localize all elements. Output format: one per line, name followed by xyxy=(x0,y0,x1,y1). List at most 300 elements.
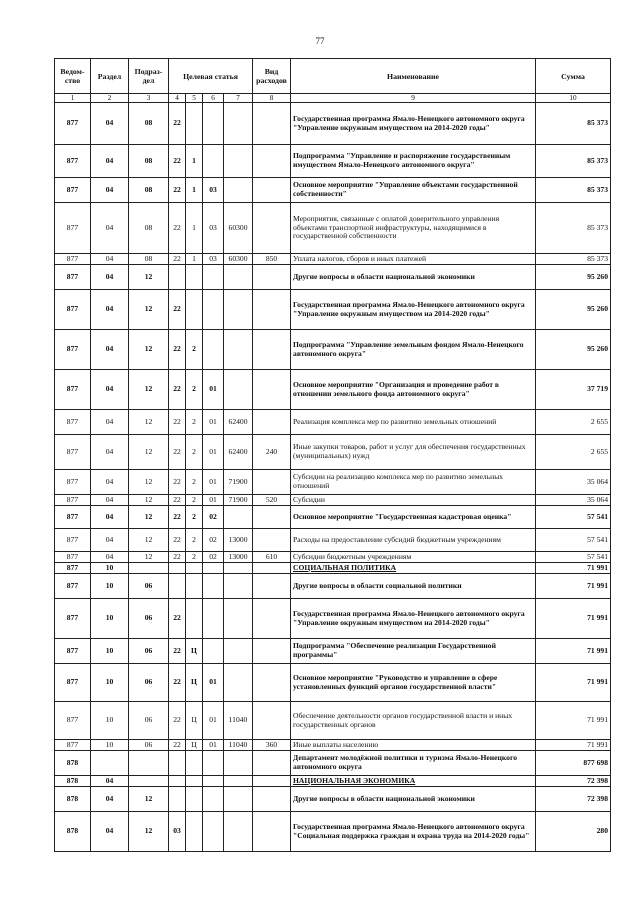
budget-table xyxy=(54,58,611,852)
cell-event xyxy=(203,751,224,776)
cell-summa: 95 260 xyxy=(536,330,611,370)
cell-naimenovanie: Основное мероприятие "Управление объектами государственной собственности" xyxy=(291,178,536,203)
cell-program: 22 xyxy=(169,470,186,495)
cell-podrazdel: 08 xyxy=(129,254,169,265)
cell-subprogram: 2 xyxy=(186,435,203,470)
cell-razdel: 04 xyxy=(91,787,129,812)
cell-razdel: 10 xyxy=(91,664,129,702)
cell-subprogram xyxy=(186,751,203,776)
cell-vid-rashodov xyxy=(253,470,291,495)
cell-vid-rashodov xyxy=(253,574,291,599)
cell-event: 03 xyxy=(203,178,224,203)
cell-vid-rashodov: 240 xyxy=(253,435,291,470)
cell-summa: 85 373 xyxy=(536,103,611,145)
column-number: 8 xyxy=(253,94,291,103)
cell-vid-rashodov xyxy=(253,370,291,410)
table-row xyxy=(55,178,611,203)
cell-event: 01 xyxy=(203,470,224,495)
table-row xyxy=(55,495,611,506)
cell-summa: 71 991 xyxy=(536,574,611,599)
cell-direction xyxy=(224,787,253,812)
cell-naimenovanie: Субсидии xyxy=(291,495,536,506)
cell-direction: 62400 xyxy=(224,410,253,435)
cell-event xyxy=(203,145,224,178)
cell-razdel: 04 xyxy=(91,529,129,552)
cell-naimenovanie: Государственная программа Ямало-Ненецкого автономного округа "Социальная поддержка граждан и охрана труда на 2014-2020 годы" xyxy=(291,812,536,852)
cell-vedomstvo: 877 xyxy=(55,599,91,639)
cell-podrazdel: 12 xyxy=(129,410,169,435)
cell-direction xyxy=(224,776,253,787)
cell-vedomstvo: 877 xyxy=(55,702,91,740)
cell-naimenovanie: Субсидии бюджетным учреждениям xyxy=(291,552,536,563)
cell-vedomstvo: 877 xyxy=(55,290,91,330)
table-row xyxy=(55,435,611,470)
cell-naimenovanie: Уплата налогов, сборов и иных платежей xyxy=(291,254,536,265)
cell-vedomstvo: 877 xyxy=(55,470,91,495)
cell-razdel: 10 xyxy=(91,563,129,574)
cell-subprogram xyxy=(186,787,203,812)
cell-subprogram xyxy=(186,812,203,852)
cell-podrazdel: 06 xyxy=(129,574,169,599)
cell-summa: 95 260 xyxy=(536,290,611,330)
cell-direction: 62400 xyxy=(224,435,253,470)
cell-razdel: 10 xyxy=(91,639,129,664)
cell-podrazdel: 08 xyxy=(129,203,169,254)
cell-direction xyxy=(224,563,253,574)
cell-summa: 71 991 xyxy=(536,563,611,574)
cell-vid-rashodov xyxy=(253,664,291,702)
cell-razdel: 04 xyxy=(91,470,129,495)
cell-event xyxy=(203,639,224,664)
cell-subprogram: 1 xyxy=(186,145,203,178)
cell-naimenovanie: Обеспечение деятельности органов государственной власти и иных государственных органов xyxy=(291,702,536,740)
cell-program: 22 xyxy=(169,495,186,506)
cell-program xyxy=(169,751,186,776)
cell-direction: 11040 xyxy=(224,702,253,740)
cell-naimenovanie: Иные закупки товаров, работ и услуг для обеспечения государственных (муниципальных) нужд xyxy=(291,435,536,470)
table-row xyxy=(55,552,611,563)
cell-podrazdel xyxy=(129,563,169,574)
table-row xyxy=(55,776,611,787)
header-naimenovanie: Наименование xyxy=(291,59,536,94)
page-number: 77 xyxy=(315,36,325,46)
cell-summa: 57 541 xyxy=(536,506,611,529)
cell-event: 02 xyxy=(203,552,224,563)
cell-razdel: 10 xyxy=(91,574,129,599)
cell-vedomstvo: 877 xyxy=(55,103,91,145)
cell-event xyxy=(203,290,224,330)
cell-vid-rashodov xyxy=(253,103,291,145)
cell-podrazdel: 12 xyxy=(129,370,169,410)
cell-razdel: 04 xyxy=(91,145,129,178)
cell-summa: 85 373 xyxy=(536,145,611,178)
cell-subprogram: 1 xyxy=(186,178,203,203)
cell-direction xyxy=(224,145,253,178)
cell-event: 01 xyxy=(203,410,224,435)
cell-vid-rashodov xyxy=(253,290,291,330)
cell-podrazdel: 12 xyxy=(129,812,169,852)
cell-subprogram: 2 xyxy=(186,330,203,370)
cell-summa: 71 991 xyxy=(536,740,611,751)
cell-summa: 71 991 xyxy=(536,664,611,702)
table-body xyxy=(55,103,611,852)
table-row xyxy=(55,103,611,145)
column-number: 10 xyxy=(536,94,611,103)
cell-naimenovanie: Департамент молодёжной политики и туризма Ямало-Ненецкого автономного округа xyxy=(291,751,536,776)
table-row xyxy=(55,254,611,265)
cell-naimenovanie: Субсидии на реализацию комплекса мер по развитию земельных отношений xyxy=(291,470,536,495)
cell-summa: 2 655 xyxy=(536,435,611,470)
cell-podrazdel: 06 xyxy=(129,664,169,702)
cell-podrazdel xyxy=(129,776,169,787)
table-row xyxy=(55,574,611,599)
cell-summa: 57 541 xyxy=(536,529,611,552)
cell-razdel: 04 xyxy=(91,506,129,529)
cell-event xyxy=(203,574,224,599)
cell-razdel: 04 xyxy=(91,178,129,203)
cell-program xyxy=(169,776,186,787)
cell-podrazdel: 08 xyxy=(129,145,169,178)
cell-subprogram: 2 xyxy=(186,495,203,506)
cell-program: 22 xyxy=(169,103,186,145)
cell-razdel: 04 xyxy=(91,370,129,410)
cell-vedomstvo: 877 xyxy=(55,370,91,410)
cell-podrazdel: 06 xyxy=(129,702,169,740)
cell-program xyxy=(169,563,186,574)
cell-subprogram: 2 xyxy=(186,410,203,435)
cell-program: 22 xyxy=(169,552,186,563)
cell-direction xyxy=(224,664,253,702)
cell-podrazdel: 12 xyxy=(129,529,169,552)
cell-podrazdel: 12 xyxy=(129,290,169,330)
table-row xyxy=(55,330,611,370)
cell-naimenovanie: НАЦИОНАЛЬНАЯ ЭКОНОМИКА xyxy=(291,776,536,787)
cell-razdel xyxy=(91,751,129,776)
cell-subprogram xyxy=(186,574,203,599)
cell-direction: 11040 xyxy=(224,740,253,751)
cell-razdel: 10 xyxy=(91,599,129,639)
cell-event: 01 xyxy=(203,664,224,702)
table-row xyxy=(55,290,611,330)
cell-program: 22 xyxy=(169,145,186,178)
cell-subprogram xyxy=(186,599,203,639)
cell-subprogram xyxy=(186,265,203,290)
cell-vid-rashodov xyxy=(253,776,291,787)
cell-direction xyxy=(224,330,253,370)
cell-naimenovanie: Государственная программа Ямало-Ненецкого автономного округа "Управление окружным имуществом на 2014-2020 годы" xyxy=(291,599,536,639)
cell-summa: 72 398 xyxy=(536,787,611,812)
cell-vid-rashodov: 360 xyxy=(253,740,291,751)
cell-vid-rashodov xyxy=(253,812,291,852)
cell-podrazdel: 12 xyxy=(129,552,169,563)
cell-vedomstvo: 877 xyxy=(55,330,91,370)
cell-direction xyxy=(224,506,253,529)
cell-event: 02 xyxy=(203,506,224,529)
cell-subprogram xyxy=(186,563,203,574)
table-row xyxy=(55,639,611,664)
cell-vid-rashodov xyxy=(253,599,291,639)
cell-program: 22 xyxy=(169,599,186,639)
cell-razdel: 04 xyxy=(91,290,129,330)
cell-subprogram: 2 xyxy=(186,506,203,529)
cell-summa: 85 373 xyxy=(536,203,611,254)
cell-event: 02 xyxy=(203,529,224,552)
cell-razdel: 10 xyxy=(91,740,129,751)
cell-podrazdel: 12 xyxy=(129,495,169,506)
cell-event xyxy=(203,599,224,639)
header-vedomstvo: Ведом- ство xyxy=(55,59,91,94)
cell-vedomstvo: 877 xyxy=(55,529,91,552)
cell-program: 22 xyxy=(169,740,186,751)
column-number: 7 xyxy=(224,94,253,103)
cell-event: 01 xyxy=(203,435,224,470)
cell-subprogram: 1 xyxy=(186,203,203,254)
cell-direction: 13000 xyxy=(224,529,253,552)
table-row xyxy=(55,599,611,639)
cell-podrazdel: 06 xyxy=(129,599,169,639)
cell-event: 01 xyxy=(203,495,224,506)
cell-program: 22 xyxy=(169,254,186,265)
cell-direction xyxy=(224,599,253,639)
cell-podrazdel: 12 xyxy=(129,435,169,470)
cell-vid-rashodov: 610 xyxy=(253,552,291,563)
cell-naimenovanie: Подпрограмма "Управление земельным фондом Ямало-Ненецкого автономного округа" xyxy=(291,330,536,370)
cell-naimenovanie: Реализация комплекса мер по развитию земельных отношений xyxy=(291,410,536,435)
cell-vedomstvo: 877 xyxy=(55,178,91,203)
cell-vid-rashodov xyxy=(253,330,291,370)
cell-razdel: 04 xyxy=(91,103,129,145)
column-number: 6 xyxy=(203,94,224,103)
cell-event xyxy=(203,265,224,290)
cell-program: 22 xyxy=(169,664,186,702)
cell-direction xyxy=(224,103,253,145)
cell-vid-rashodov xyxy=(253,751,291,776)
cell-naimenovanie: Мероприятия, связанные с оплатой доверительного управления объектами транспортной инфраструктуры, находящимися в государственной собственности xyxy=(291,203,536,254)
cell-vid-rashodov xyxy=(253,145,291,178)
cell-program: 22 xyxy=(169,639,186,664)
table-row xyxy=(55,470,611,495)
cell-event xyxy=(203,812,224,852)
cell-vedomstvo: 877 xyxy=(55,495,91,506)
header-vid-rashodov: Вид расходов xyxy=(253,59,291,94)
table-row xyxy=(55,370,611,410)
table-row xyxy=(55,740,611,751)
cell-vid-rashodov xyxy=(253,529,291,552)
column-number: 4 xyxy=(169,94,186,103)
cell-subprogram: Ц xyxy=(186,664,203,702)
column-number: 3 xyxy=(129,94,169,103)
cell-subprogram: Ц xyxy=(186,639,203,664)
cell-podrazdel xyxy=(129,751,169,776)
cell-vedomstvo: 877 xyxy=(55,435,91,470)
header-summa: Сумма xyxy=(536,59,611,94)
cell-direction xyxy=(224,370,253,410)
column-number-row xyxy=(55,94,611,103)
cell-naimenovanie: Основное мероприятие "Государственная кадастровая оценка" xyxy=(291,506,536,529)
cell-vid-rashodov xyxy=(253,410,291,435)
cell-podrazdel: 06 xyxy=(129,639,169,664)
cell-razdel: 04 xyxy=(91,435,129,470)
cell-naimenovanie: Другие вопросы в области национальной экономики xyxy=(291,265,536,290)
cell-event: 01 xyxy=(203,740,224,751)
cell-program: 22 xyxy=(169,435,186,470)
cell-program: 22 xyxy=(169,370,186,410)
cell-vedomstvo: 878 xyxy=(55,812,91,852)
column-number: 9 xyxy=(291,94,536,103)
cell-vedomstvo: 877 xyxy=(55,145,91,178)
cell-vedomstvo: 877 xyxy=(55,563,91,574)
cell-subprogram xyxy=(186,103,203,145)
cell-summa: 57 541 xyxy=(536,552,611,563)
cell-vedomstvo: 877 xyxy=(55,410,91,435)
cell-naimenovanie: Основное мероприятие "Организация и проведение работ в отношении земельного фонда автономного округа" xyxy=(291,370,536,410)
cell-direction xyxy=(224,751,253,776)
cell-program: 22 xyxy=(169,178,186,203)
cell-subprogram: 2 xyxy=(186,470,203,495)
table-row xyxy=(55,812,611,852)
cell-naimenovanie: СОЦИАЛЬНАЯ ПОЛИТИКА xyxy=(291,563,536,574)
cell-razdel: 04 xyxy=(91,812,129,852)
cell-naimenovanie: Расходы на предоставление субсидий бюджетным учреждениям xyxy=(291,529,536,552)
cell-summa: 72 398 xyxy=(536,776,611,787)
cell-program: 22 xyxy=(169,529,186,552)
cell-vedomstvo: 877 xyxy=(55,265,91,290)
cell-podrazdel: 08 xyxy=(129,178,169,203)
cell-vid-rashodov: 850 xyxy=(253,254,291,265)
cell-razdel: 04 xyxy=(91,495,129,506)
cell-razdel: 04 xyxy=(91,410,129,435)
table-row xyxy=(55,410,611,435)
cell-summa: 35 064 xyxy=(536,495,611,506)
cell-direction: 13000 xyxy=(224,552,253,563)
cell-subprogram: 2 xyxy=(186,552,203,563)
cell-summa: 280 xyxy=(536,812,611,852)
table-row xyxy=(55,506,611,529)
cell-naimenovanie: Государственная программа Ямало-Ненецкого автономного округа "Управление окружным имуществом на 2014-2020 годы" xyxy=(291,290,536,330)
cell-podrazdel: 12 xyxy=(129,330,169,370)
column-number: 1 xyxy=(55,94,91,103)
cell-subprogram: 1 xyxy=(186,254,203,265)
cell-vid-rashodov xyxy=(253,265,291,290)
cell-podrazdel: 12 xyxy=(129,506,169,529)
cell-podrazdel: 12 xyxy=(129,470,169,495)
table-row xyxy=(55,787,611,812)
cell-direction: 71900 xyxy=(224,495,253,506)
cell-direction xyxy=(224,812,253,852)
cell-vedomstvo: 877 xyxy=(55,664,91,702)
table-row xyxy=(55,702,611,740)
cell-razdel: 10 xyxy=(91,702,129,740)
cell-program xyxy=(169,265,186,290)
cell-direction xyxy=(224,639,253,664)
table-row xyxy=(55,145,611,178)
cell-summa: 37 719 xyxy=(536,370,611,410)
cell-naimenovanie: Основное мероприятие "Руководство и управление в сфере установленных функций органов государственной власти" xyxy=(291,664,536,702)
cell-razdel: 04 xyxy=(91,203,129,254)
column-number: 2 xyxy=(91,94,129,103)
cell-direction: 60300 xyxy=(224,203,253,254)
cell-naimenovanie: Другие вопросы в области национальной экономики xyxy=(291,787,536,812)
cell-event xyxy=(203,103,224,145)
cell-razdel: 04 xyxy=(91,776,129,787)
cell-direction xyxy=(224,574,253,599)
table-row xyxy=(55,265,611,290)
cell-direction: 71900 xyxy=(224,470,253,495)
cell-subprogram: 2 xyxy=(186,529,203,552)
cell-vedomstvo: 878 xyxy=(55,787,91,812)
cell-razdel: 04 xyxy=(91,330,129,370)
cell-summa: 877 698 xyxy=(536,751,611,776)
header-celevaya-statya: Целевая статья xyxy=(169,59,253,94)
cell-vid-rashodov xyxy=(253,787,291,812)
table-row xyxy=(55,664,611,702)
cell-direction: 60300 xyxy=(224,254,253,265)
cell-event: 01 xyxy=(203,370,224,410)
cell-vid-rashodov: 520 xyxy=(253,495,291,506)
cell-event: 01 xyxy=(203,702,224,740)
cell-podrazdel: 12 xyxy=(129,265,169,290)
cell-podrazdel: 12 xyxy=(129,787,169,812)
cell-event xyxy=(203,776,224,787)
cell-subprogram: 2 xyxy=(186,370,203,410)
cell-subprogram: Ц xyxy=(186,740,203,751)
cell-vid-rashodov xyxy=(253,639,291,664)
cell-program: 22 xyxy=(169,702,186,740)
cell-summa: 85 373 xyxy=(536,254,611,265)
cell-summa: 71 991 xyxy=(536,702,611,740)
table-row xyxy=(55,203,611,254)
cell-vid-rashodov xyxy=(253,203,291,254)
cell-program xyxy=(169,787,186,812)
cell-program: 22 xyxy=(169,506,186,529)
cell-vedomstvo: 877 xyxy=(55,506,91,529)
header-razdel: Раздел xyxy=(91,59,129,94)
cell-summa: 85 373 xyxy=(536,178,611,203)
table-header-row xyxy=(55,59,611,94)
cell-vedomstvo: 878 xyxy=(55,751,91,776)
cell-direction xyxy=(224,178,253,203)
cell-summa: 35 064 xyxy=(536,470,611,495)
cell-vid-rashodov xyxy=(253,563,291,574)
table-row xyxy=(55,751,611,776)
cell-program xyxy=(169,574,186,599)
cell-razdel: 04 xyxy=(91,265,129,290)
cell-program: 22 xyxy=(169,290,186,330)
cell-event: 03 xyxy=(203,203,224,254)
cell-vedomstvo: 877 xyxy=(55,254,91,265)
cell-vedomstvo: 878 xyxy=(55,776,91,787)
table-row xyxy=(55,563,611,574)
cell-vedomstvo: 877 xyxy=(55,203,91,254)
cell-program: 22 xyxy=(169,410,186,435)
cell-naimenovanie: Иные выплаты населению xyxy=(291,740,536,751)
cell-program: 03 xyxy=(169,812,186,852)
cell-naimenovanie: Государственная программа Ямало-Ненецкого автономного округа "Управление окружным имуществом на 2014-2020 годы" xyxy=(291,103,536,145)
cell-program: 22 xyxy=(169,330,186,370)
cell-direction xyxy=(224,290,253,330)
cell-vedomstvo: 877 xyxy=(55,574,91,599)
cell-event: 03 xyxy=(203,254,224,265)
cell-vid-rashodov xyxy=(253,506,291,529)
cell-vid-rashodov xyxy=(253,178,291,203)
cell-vedomstvo: 877 xyxy=(55,639,91,664)
cell-razdel: 04 xyxy=(91,254,129,265)
cell-event xyxy=(203,330,224,370)
cell-summa: 71 991 xyxy=(536,599,611,639)
cell-summa: 71 991 xyxy=(536,639,611,664)
cell-program: 22 xyxy=(169,203,186,254)
cell-podrazdel: 06 xyxy=(129,740,169,751)
